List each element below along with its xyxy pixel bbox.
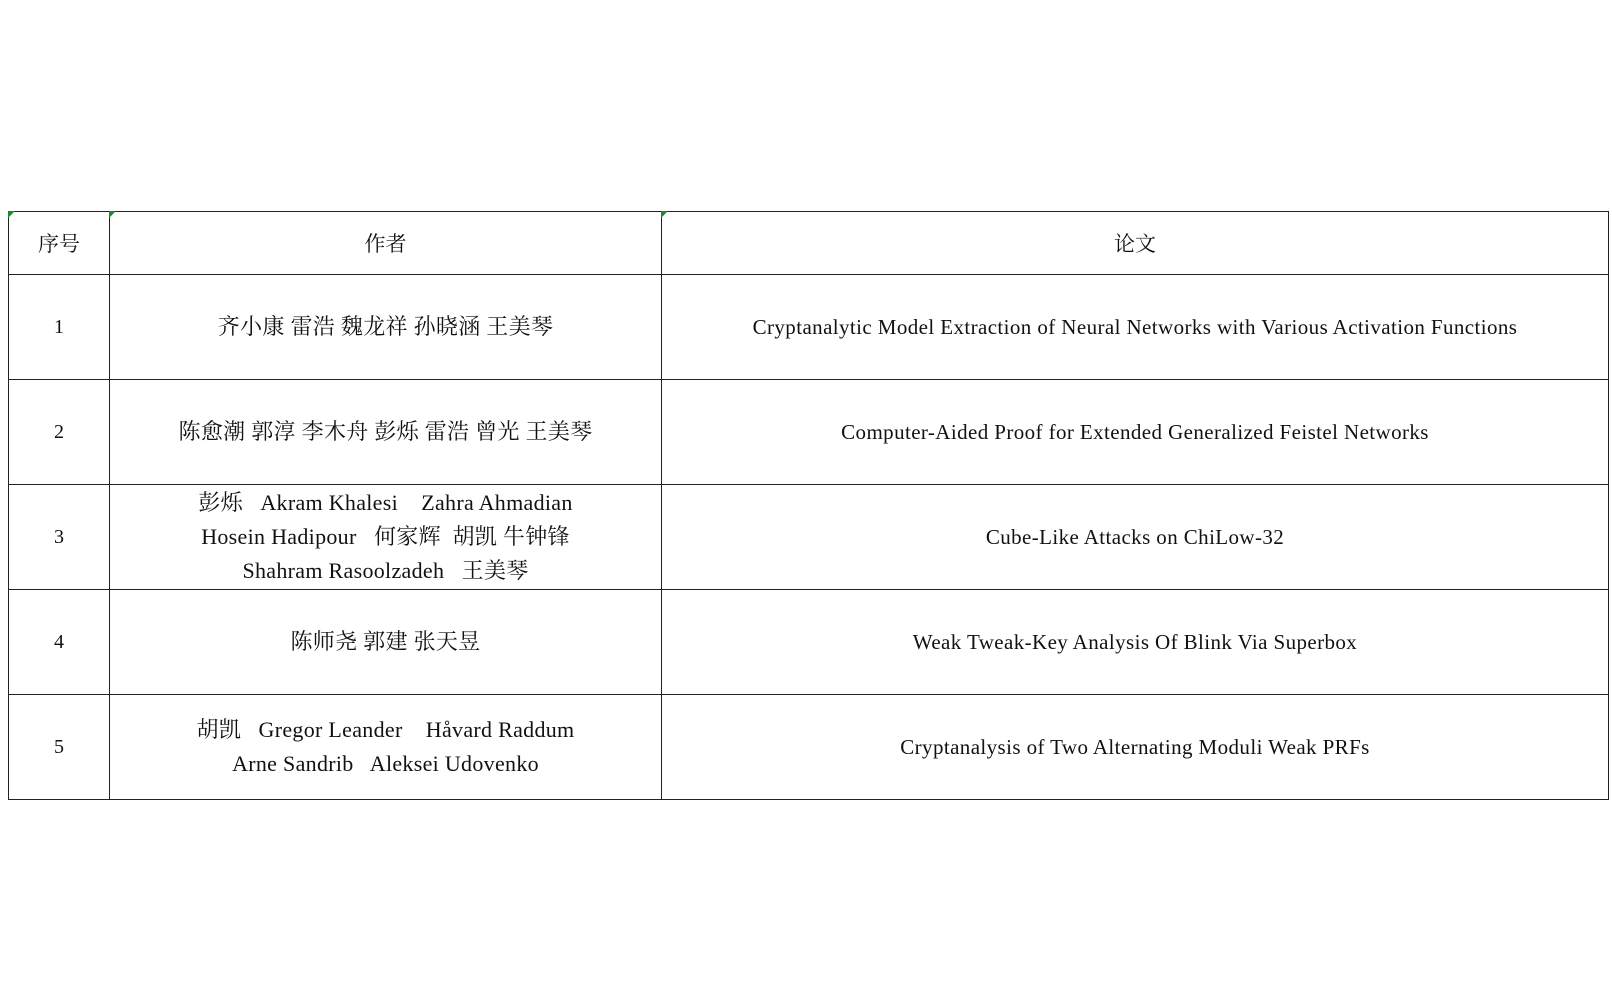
row-number: 2	[54, 420, 64, 443]
author-line: 陈师尧 郭建 张天昱	[290, 629, 481, 654]
header-number-label: 序号	[38, 232, 80, 256]
paper-title: Cryptanalysis of Two Alternating Moduli Weak PRFs	[900, 734, 1370, 759]
paper-title: Computer-Aided Proof for Extended Generalized Feistel Networks	[841, 419, 1429, 444]
paper-title: Cube-Like Attacks on ChiLow-32	[985, 524, 1285, 549]
paper-title: Weak Tweak-Key Analysis Of Blink Via Superbox	[912, 629, 1358, 654]
paper-title-cell[interactable]	[662, 275, 1609, 380]
header-paper-label: 论文	[1114, 232, 1156, 256]
author-line: Shahram Rasoolzadeh 王美琴	[242, 558, 529, 583]
row-number: 3	[54, 525, 64, 548]
row-number-cell[interactable]	[9, 590, 110, 695]
header-authors-label: 作者	[364, 232, 407, 256]
author-line: 陈愈潮 郭淳 李木舟 彭烁 雷浩 曾光 王美琴	[178, 419, 593, 444]
paper-list-sheet	[8, 211, 1608, 800]
paper-title-cell[interactable]	[662, 485, 1609, 590]
author-line: Hosein Hadipour 何家辉 胡凯 牛钟锋	[201, 524, 570, 549]
authors-cell[interactable]	[110, 695, 662, 800]
paper-title-cell[interactable]	[662, 590, 1609, 695]
row-number: 4	[54, 630, 64, 653]
paper-title-cell[interactable]	[662, 380, 1609, 485]
table-row	[9, 590, 1609, 695]
authors-cell[interactable]	[110, 590, 662, 695]
row-number-cell[interactable]	[9, 695, 110, 800]
cell-marker-icon	[8, 211, 15, 218]
paper-title: Cryptanalytic Model Extraction of Neural Networks with Various Activation Functions	[752, 314, 1518, 339]
authors-cell[interactable]	[110, 275, 662, 380]
author-line: 彭烁 Akram Khalesi Zahra Ahmadian	[198, 490, 573, 515]
header-paper-cell[interactable]	[662, 212, 1609, 275]
author-line: Arne Sandrib Aleksei Udovenko	[232, 751, 539, 776]
header-authors-cell[interactable]	[110, 212, 662, 275]
table-row	[9, 695, 1609, 800]
paper-list-table	[8, 211, 1609, 800]
authors-cell[interactable]	[110, 485, 662, 590]
header-number-cell[interactable]	[9, 212, 110, 275]
author-line: 齐小康 雷浩 魏龙祥 孙晓涵 王美琴	[217, 314, 554, 339]
row-number-cell[interactable]	[9, 485, 110, 590]
table-row	[9, 275, 1609, 380]
authors-cell[interactable]	[110, 380, 662, 485]
table-row	[9, 380, 1609, 485]
row-number-cell[interactable]	[9, 275, 110, 380]
table-row	[9, 485, 1609, 590]
row-number: 1	[54, 315, 64, 338]
cell-marker-icon	[109, 211, 116, 218]
cell-marker-icon	[661, 211, 668, 218]
author-line: 胡凯 Gregor Leander Håvard Raddum	[196, 717, 575, 742]
header-row	[9, 212, 1609, 275]
row-number: 5	[54, 735, 64, 758]
row-number-cell[interactable]	[9, 380, 110, 485]
paper-title-cell[interactable]	[662, 695, 1609, 800]
